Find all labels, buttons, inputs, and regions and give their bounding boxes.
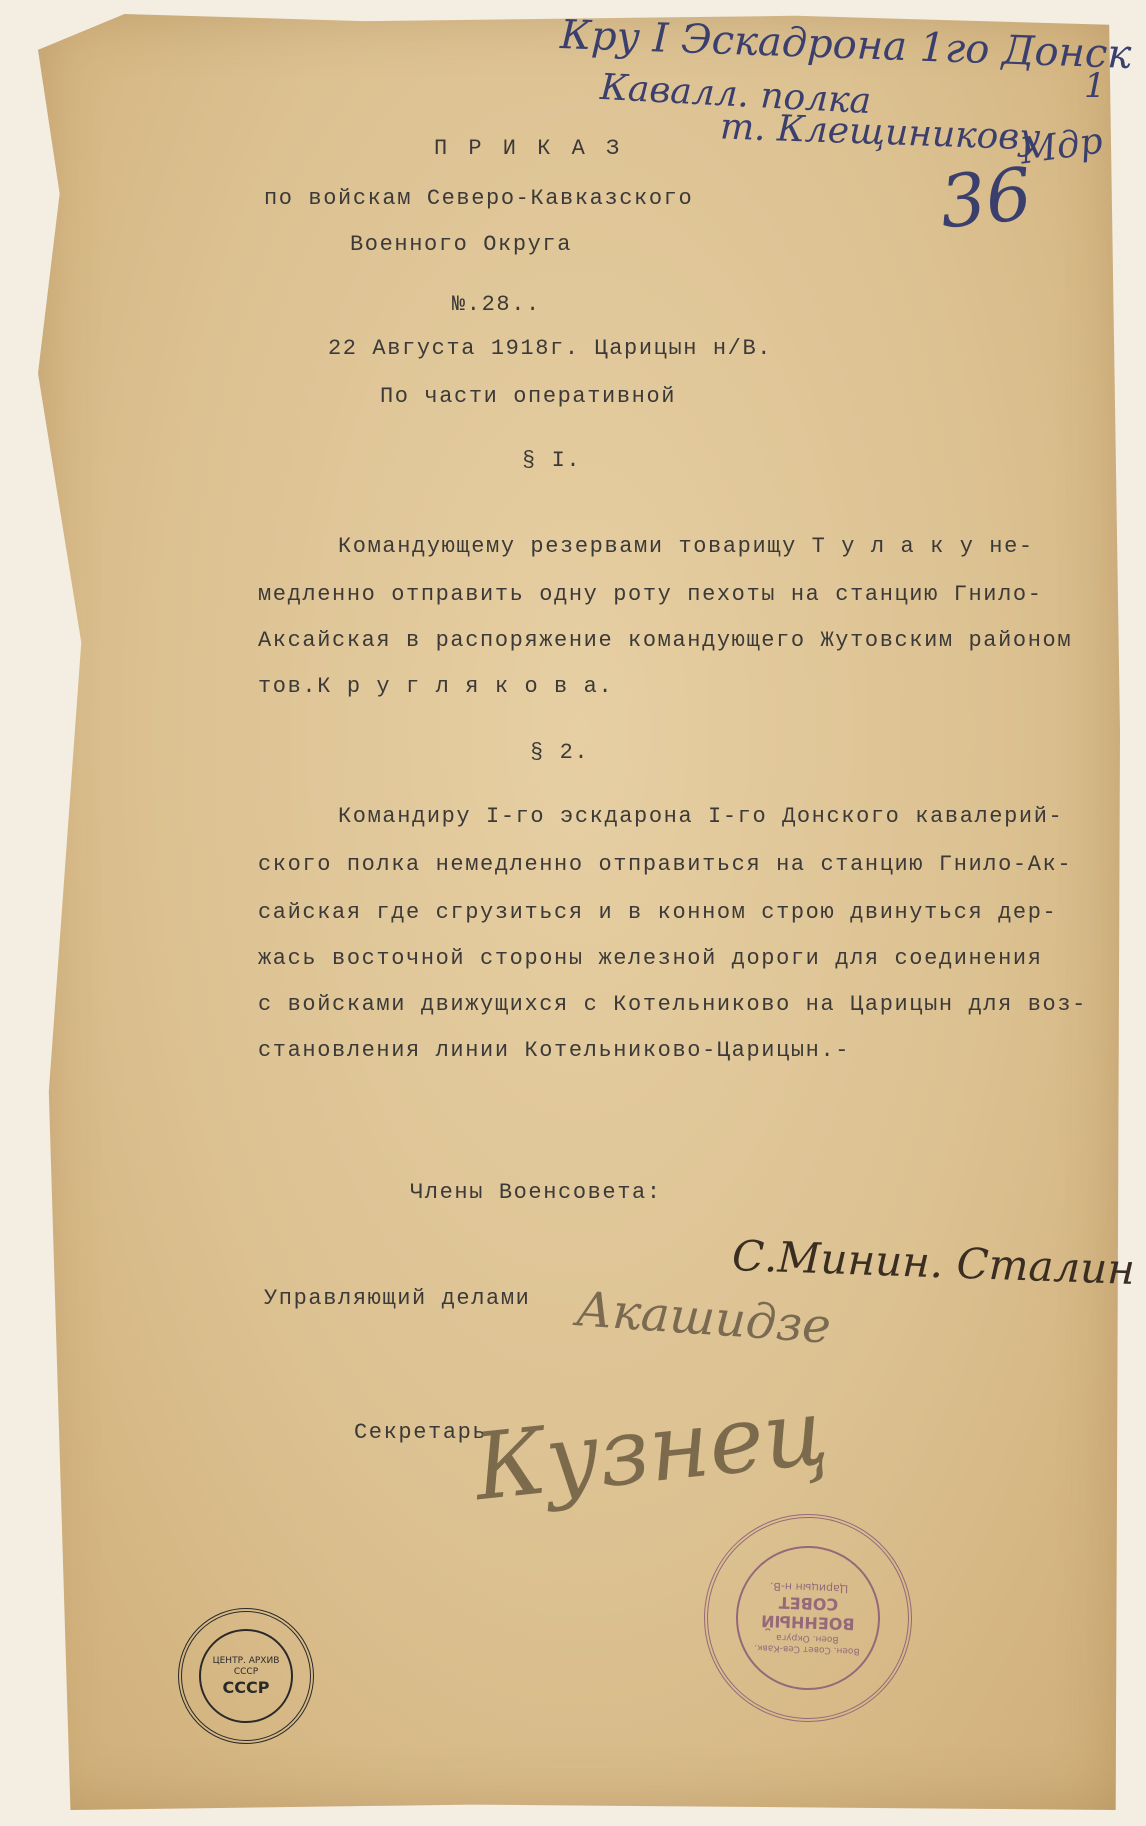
manager-signature: Акашидзе: [574, 1281, 833, 1355]
order-section: По части оперативной: [380, 384, 677, 409]
paragraph2-line: жась восточной стороны железной дороги для соединения: [258, 946, 1043, 971]
archive-stamp-ring-text: ЦЕНТР. АРХИВ СССР: [212, 1655, 280, 1677]
document-subtitle-line1: по войскам Северо-Кавказского: [264, 186, 694, 211]
paragraph2-line: Командиру I-го эскдарона I-го Донского кавалерий-: [338, 804, 1064, 829]
paragraph1-line: Аксайская в распоряжение командующего Жутовским районом: [258, 628, 1073, 653]
paragraph1-heading: § I.: [522, 448, 582, 473]
paragraph1-line: медленно отправить одну роту пехоты на станцию Гнило-: [258, 582, 1043, 607]
military-council-stamp-ring-text: Воен. Совет Сев-Кавк. Воен. Округа: [754, 1632, 860, 1657]
annotation-line3: т. Клещиникову: [719, 106, 1041, 159]
secretary-label: Секретарь: [354, 1420, 488, 1445]
archive-stamp-inner-text: СССР: [222, 1677, 270, 1697]
paragraph2-line: становления линии Котельниково-Царицын.-: [258, 1038, 851, 1063]
order-number: №.28..: [452, 292, 541, 317]
annotation-line1: Кру I Эскадрона 1го Донск: [559, 12, 1133, 78]
document-title: П Р И К А З: [434, 136, 624, 161]
paragraph2-heading: § 2.: [530, 740, 590, 765]
paragraph2-line: ского полка немедленно отправиться на станцию Гнило-Ак-: [258, 852, 1073, 877]
members-label: Члены Военсовета:: [410, 1180, 662, 1205]
secretary-signature: Кузнец: [469, 1377, 833, 1522]
order-date: 22 Августа 1918г. Царицын н/В.: [328, 336, 773, 361]
annotation-number: 1: [1084, 66, 1106, 106]
paragraph1-line: Командующему резервами товарищу Т у л а к у не-: [338, 534, 1034, 559]
military-council-stamp-line2: СОВЕТ: [778, 1593, 839, 1615]
annotation-big-number: 36: [935, 151, 1036, 245]
paragraph2-line: сайская где сгрузиться и в конном строю двинуться дер-: [258, 900, 1058, 925]
members-signature: С.Минин. Сталин: [731, 1230, 1136, 1295]
archive-stamp: [178, 1608, 314, 1744]
paragraph2-line: с войсками движущихся с Котельниково на Царицын для воз-: [258, 992, 1087, 1017]
manager-label: Управляющий делами: [264, 1286, 531, 1311]
military-council-stamp-line3: Царицын н-В.: [769, 1580, 849, 1596]
document-subtitle-line2: Военного Округа: [350, 232, 573, 257]
paragraph1-line: тов.К р у г л я к о в а.: [258, 674, 614, 699]
military-council-stamp-line1: ВОЕННЫЙ: [760, 1611, 855, 1635]
annotation-initials: Мдр: [1017, 120, 1106, 173]
annotation-line2: Кавалл. полка: [599, 66, 873, 123]
